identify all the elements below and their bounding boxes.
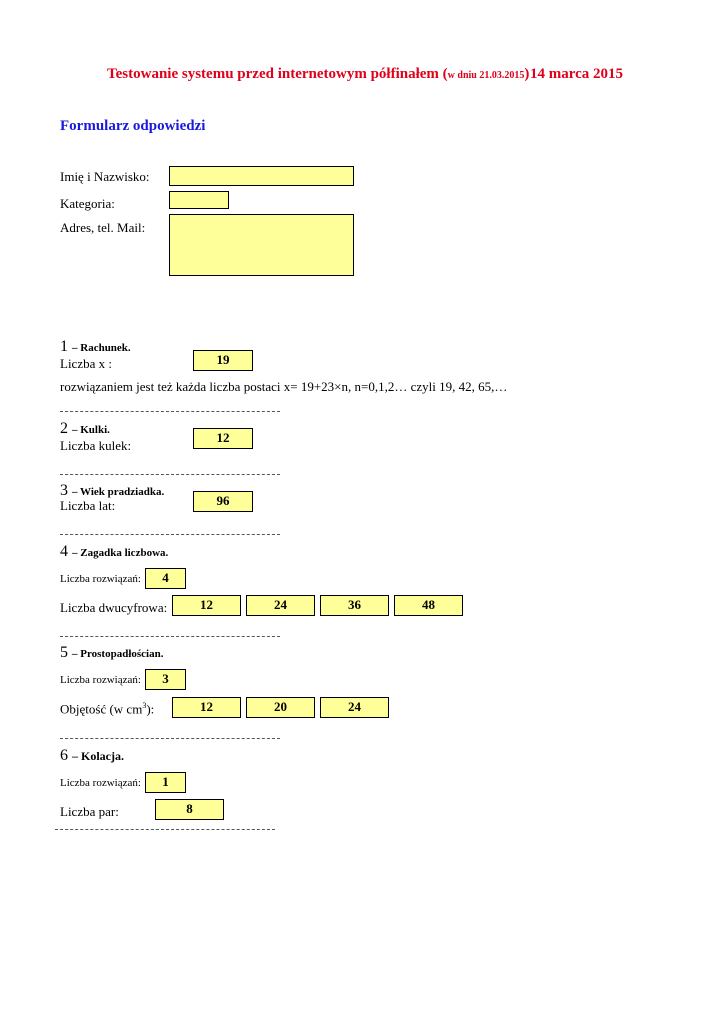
divider (60, 534, 280, 535)
section-5-heading (60, 644, 163, 662)
form-title: Formularz odpowiedzi (60, 118, 206, 134)
category-label: Kategoria: (60, 196, 115, 211)
section-title: – Prostopadłościan. (72, 648, 164, 660)
section-title: – Kulki. (72, 424, 110, 436)
answer-box[interactable]: 96 (193, 491, 253, 512)
section-1-label: Liczba x : (60, 356, 112, 371)
divider (60, 411, 280, 412)
solutions-count-box[interactable]: 1 (145, 772, 186, 793)
section-2-heading (60, 420, 110, 438)
section-title: – Zagadka liczbowa. (72, 547, 169, 559)
answer-box[interactable]: 20 (246, 697, 315, 718)
address-field[interactable] (169, 214, 354, 276)
address-label: Adres, tel. Mail: (60, 220, 146, 235)
section-5-label: Objętość (w $cm^3$): (60, 701, 155, 717)
section-1-note: rozwiązaniem jest też każda liczba postaci x= 19+23×n, n=0,1,2… czyli 19, 42, 65,… (60, 379, 508, 394)
section-number: 2 (60, 420, 68, 437)
section-4-label: Liczba dwucyfrowa: (60, 600, 168, 615)
section-title: – Rachunek. (72, 342, 131, 354)
section-number: 4 (60, 543, 68, 560)
section-title: – Kolacja. (72, 749, 124, 763)
answer-box[interactable]: 19 (193, 350, 253, 371)
header-title: Testowanie systemu przed internetowym półfinałem (107, 66, 439, 82)
solutions-count-box[interactable]: 3 (145, 669, 186, 690)
solutions-count-label: Liczba rozwiązań: (60, 674, 141, 686)
section-3-label: Liczba lat: (60, 498, 116, 513)
answer-box[interactable]: 36 (320, 595, 389, 616)
header-date-note: (w dniu 21.03.2015) (442, 66, 530, 82)
category-field[interactable] (169, 191, 229, 209)
answer-box[interactable]: 24 (246, 595, 315, 616)
section-2-label: Liczba kulek: (60, 438, 132, 453)
answer-box[interactable]: 8 (155, 799, 224, 820)
section-4-heading (60, 543, 168, 561)
answer-box[interactable]: 24 (320, 697, 389, 718)
answer-box[interactable]: 12 (193, 428, 253, 449)
section-1-heading (60, 338, 131, 356)
section-6-label: Liczba par: (60, 804, 119, 819)
section-number: 6 (60, 747, 68, 764)
divider (60, 738, 280, 739)
answer-box[interactable]: 48 (394, 595, 463, 616)
divider (60, 636, 280, 637)
divider (55, 829, 275, 830)
name-field[interactable] (169, 166, 354, 186)
section-title: – Wiek pradziadka. (72, 486, 165, 498)
page-header (107, 66, 529, 83)
section-6-heading (60, 747, 124, 765)
answer-box[interactable]: 12 (172, 697, 241, 718)
section-number: 1 (60, 338, 68, 355)
event-date: 14 marca 2015 (530, 66, 624, 82)
answer-box[interactable]: 12 (172, 595, 241, 616)
section-number: 5 (60, 644, 68, 661)
divider (60, 474, 280, 475)
solutions-count-label: Liczba rozwiązań: (60, 777, 141, 789)
name-label: Imię i Nazwisko: (60, 169, 150, 184)
solutions-count-label: Liczba rozwiązań: (60, 573, 141, 585)
solutions-count-box[interactable]: 4 (145, 568, 186, 589)
section-number: 3 (60, 482, 68, 499)
